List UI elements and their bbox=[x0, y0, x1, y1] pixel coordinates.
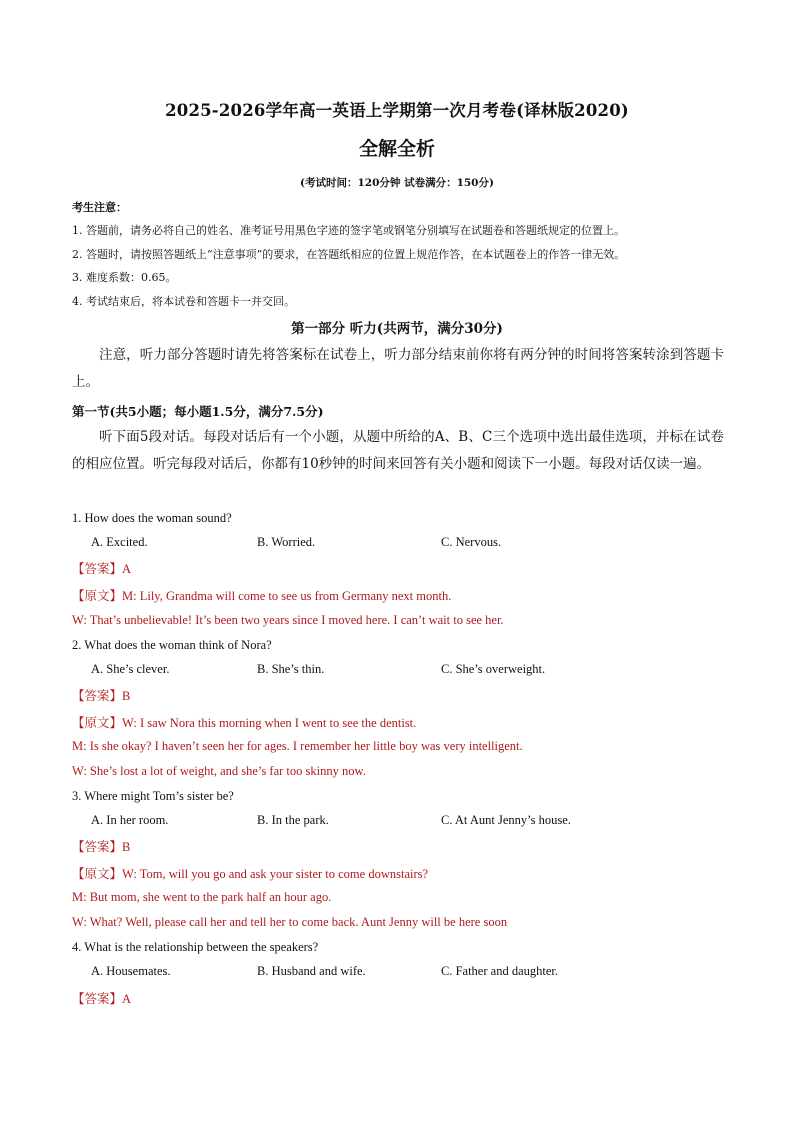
option-b: B. Worried. bbox=[257, 535, 316, 549]
transcript-label: 【原文】 bbox=[72, 716, 123, 730]
question-stem: 2. What does the woman think of Nora? bbox=[72, 638, 272, 652]
answer-value: A bbox=[122, 992, 132, 1006]
option-a: A. Housemates. bbox=[91, 964, 171, 978]
option-a: A. She’s clever. bbox=[91, 662, 170, 676]
option-c: C. Nervous. bbox=[441, 535, 502, 549]
transcript-label: 【原文】 bbox=[72, 867, 123, 881]
notice-item: 2. 答题时，请按照答题纸上“注意事项”的要求，在答题纸相应的位置上规范作答，在本试题卷上的作答一律无效。 bbox=[72, 248, 626, 261]
exam-info: (考试时间：120分钟 试卷满分：150分) bbox=[300, 177, 494, 189]
transcript-line bbox=[72, 713, 732, 731]
option-b: B. Husband and wife. bbox=[257, 964, 366, 978]
option-c: C. Father and daughter. bbox=[441, 964, 558, 978]
transcript-label: 【原文】 bbox=[72, 589, 123, 603]
part1-heading: 第一部分 听力(共两节，满分30分) bbox=[291, 321, 503, 337]
answer-value: B bbox=[122, 840, 131, 854]
exam-subtitle: 全解全析 bbox=[358, 138, 435, 160]
transcript-line: W: She’s lost a lot of weight, and she’s far too skinny now. bbox=[72, 764, 366, 778]
answer-label: 【答案】 bbox=[72, 689, 123, 703]
notice-item: 1. 答题前，请务必将自己的姓名、准考证号用黑色字迹的签字笔或钢笔分别填写在试题卷和答题纸规定的位置上。 bbox=[72, 224, 625, 237]
transcript-text: W: Tom, will you go and ask your sister to come downstairs? bbox=[122, 867, 429, 881]
option-c: C. At Aunt Jenny’s house. bbox=[441, 813, 571, 827]
section1-intro: 听下面5段对话。每段对话后有一个小题，从题中所给的A、B、C三个选项中选出最佳选项，并标在试卷的相应位置。听完每段对话后，你都有10秒钟的时间来回答有关小题和阅读下一小题。每段对话仅读一遍。 bbox=[72, 429, 724, 472]
option-b: B. In the park. bbox=[257, 813, 329, 827]
transcript-text: M: Lily, Grandma will come to see us from Germany next month. bbox=[122, 589, 452, 603]
answer-line bbox=[72, 686, 732, 704]
answer-line bbox=[72, 989, 732, 1007]
answer-line bbox=[72, 559, 732, 577]
answer-value: B bbox=[122, 689, 131, 703]
transcript-line bbox=[72, 586, 732, 604]
answer-value: A bbox=[122, 562, 132, 576]
answer-label: 【答案】 bbox=[72, 992, 123, 1006]
option-a: A. In her room. bbox=[91, 813, 169, 827]
notice-item: 3. 难度系数：0.65。 bbox=[72, 271, 177, 284]
transcript-line: M: Is she okay? I haven’t seen her for ages. I remember her little boy was very intelligent. bbox=[72, 739, 523, 753]
exam-title: 2025-2026学年高一英语上学期第一次月考卷(译林版2020) bbox=[165, 101, 629, 120]
question-stem: 4. What is the relationship between the speakers? bbox=[72, 940, 319, 954]
section1-heading: 第一节(共5小题；每小题1.5分，满分7.5分) bbox=[72, 404, 324, 419]
answer-label: 【答案】 bbox=[72, 840, 123, 854]
question-stem: 1. How does the woman sound? bbox=[72, 511, 232, 525]
notice-heading: 考生注意： bbox=[72, 201, 127, 214]
notice-item: 4. 考试结束后，将本试卷和答题卡一并交回。 bbox=[72, 295, 295, 308]
option-c: C. She’s overweight. bbox=[441, 662, 546, 676]
option-b: B. She’s thin. bbox=[257, 662, 325, 676]
option-a: A. Excited. bbox=[91, 535, 148, 549]
transcript-line: W: What? Well, please call her and tell her to come back. Aunt Jenny will be here soon bbox=[72, 915, 508, 929]
transcript-text: W: I saw Nora this morning when I went to see the dentist. bbox=[122, 716, 417, 730]
transcript-line bbox=[72, 864, 732, 882]
question-stem: 3. Where might Tom’s sister be? bbox=[72, 789, 234, 803]
transcript-line: W: That’s unbelievable! It’s been two years since I moved here. I can’t wait to see her. bbox=[72, 613, 504, 627]
part1-intro: 注意，听力部分答题时请先将答案标在试卷上，听力部分结束前你将有两分钟的时间将答案转涂到答题卡上。 bbox=[72, 347, 724, 390]
answer-line bbox=[72, 837, 732, 855]
answer-label: 【答案】 bbox=[72, 562, 123, 576]
transcript-line: M: But mom, she went to the park half an hour ago. bbox=[72, 890, 332, 904]
